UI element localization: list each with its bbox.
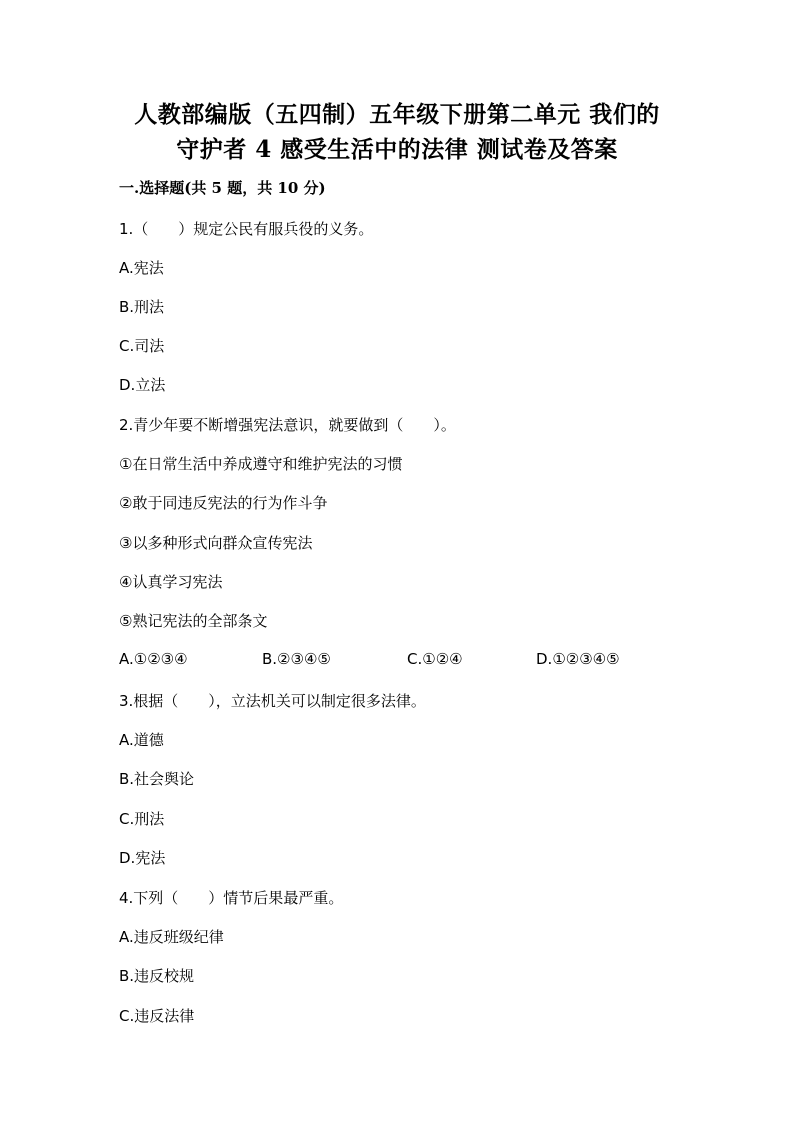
question-1-option-c: C.司法 <box>119 337 165 355</box>
question-2-stem: 2.青少年要不断增强宪法意识，就要做到（ ）。 <box>119 416 456 434</box>
section-heading: 一.选择题(共 5 题，共 10 分) <box>119 179 326 197</box>
question-3-option-a: A.道德 <box>119 731 164 749</box>
question-2-item-3: ③以多种形式向群众宣传宪法 <box>119 534 313 552</box>
question-2-option-a: A.①②③④ <box>119 650 188 668</box>
question-1-option-b: B.刑法 <box>119 298 165 316</box>
question-2-option-b: B.②③④⑤ <box>262 650 331 668</box>
question-1-option-d: D.立法 <box>119 376 166 394</box>
question-2-option-c: C.①②④ <box>407 650 463 668</box>
question-3-option-c: C.刑法 <box>119 810 165 828</box>
question-1-option-a: A.宪法 <box>119 259 164 277</box>
question-3-option-d: D.宪法 <box>119 849 166 867</box>
question-2-option-d: D.①②③④⑤ <box>536 650 620 668</box>
question-4-option-a: A.违反班级纪律 <box>119 928 224 946</box>
question-3-stem: 3.根据（ ），立法机关可以制定很多法律。 <box>119 692 426 710</box>
question-3-option-b: B.社会舆论 <box>119 770 195 788</box>
question-2-options-row <box>119 650 719 672</box>
question-2-item-5: ⑤熟记宪法的全部条文 <box>119 612 268 630</box>
question-4-option-c: C.违反法律 <box>119 1007 195 1025</box>
question-1-stem: 1.（ ）规定公民有服兵役的义务。 <box>119 220 374 238</box>
document-title-line-1: 人教部编版（五四制）五年级下册第二单元 我们的 <box>134 101 660 128</box>
question-2-item-2: ②敢于同违反宪法的行为作斗争 <box>119 494 328 512</box>
question-4-option-b: B.违反校规 <box>119 967 195 985</box>
document-title-line-2: 守护者 4 感受生活中的法律 测试卷及答案 <box>176 136 618 163</box>
question-2-item-1: ①在日常生活中养成遵守和维护宪法的习惯 <box>119 455 403 473</box>
question-4-stem: 4.下列（ ）情节后果最严重。 <box>119 889 344 907</box>
question-2-item-4: ④认真学习宪法 <box>119 573 223 591</box>
